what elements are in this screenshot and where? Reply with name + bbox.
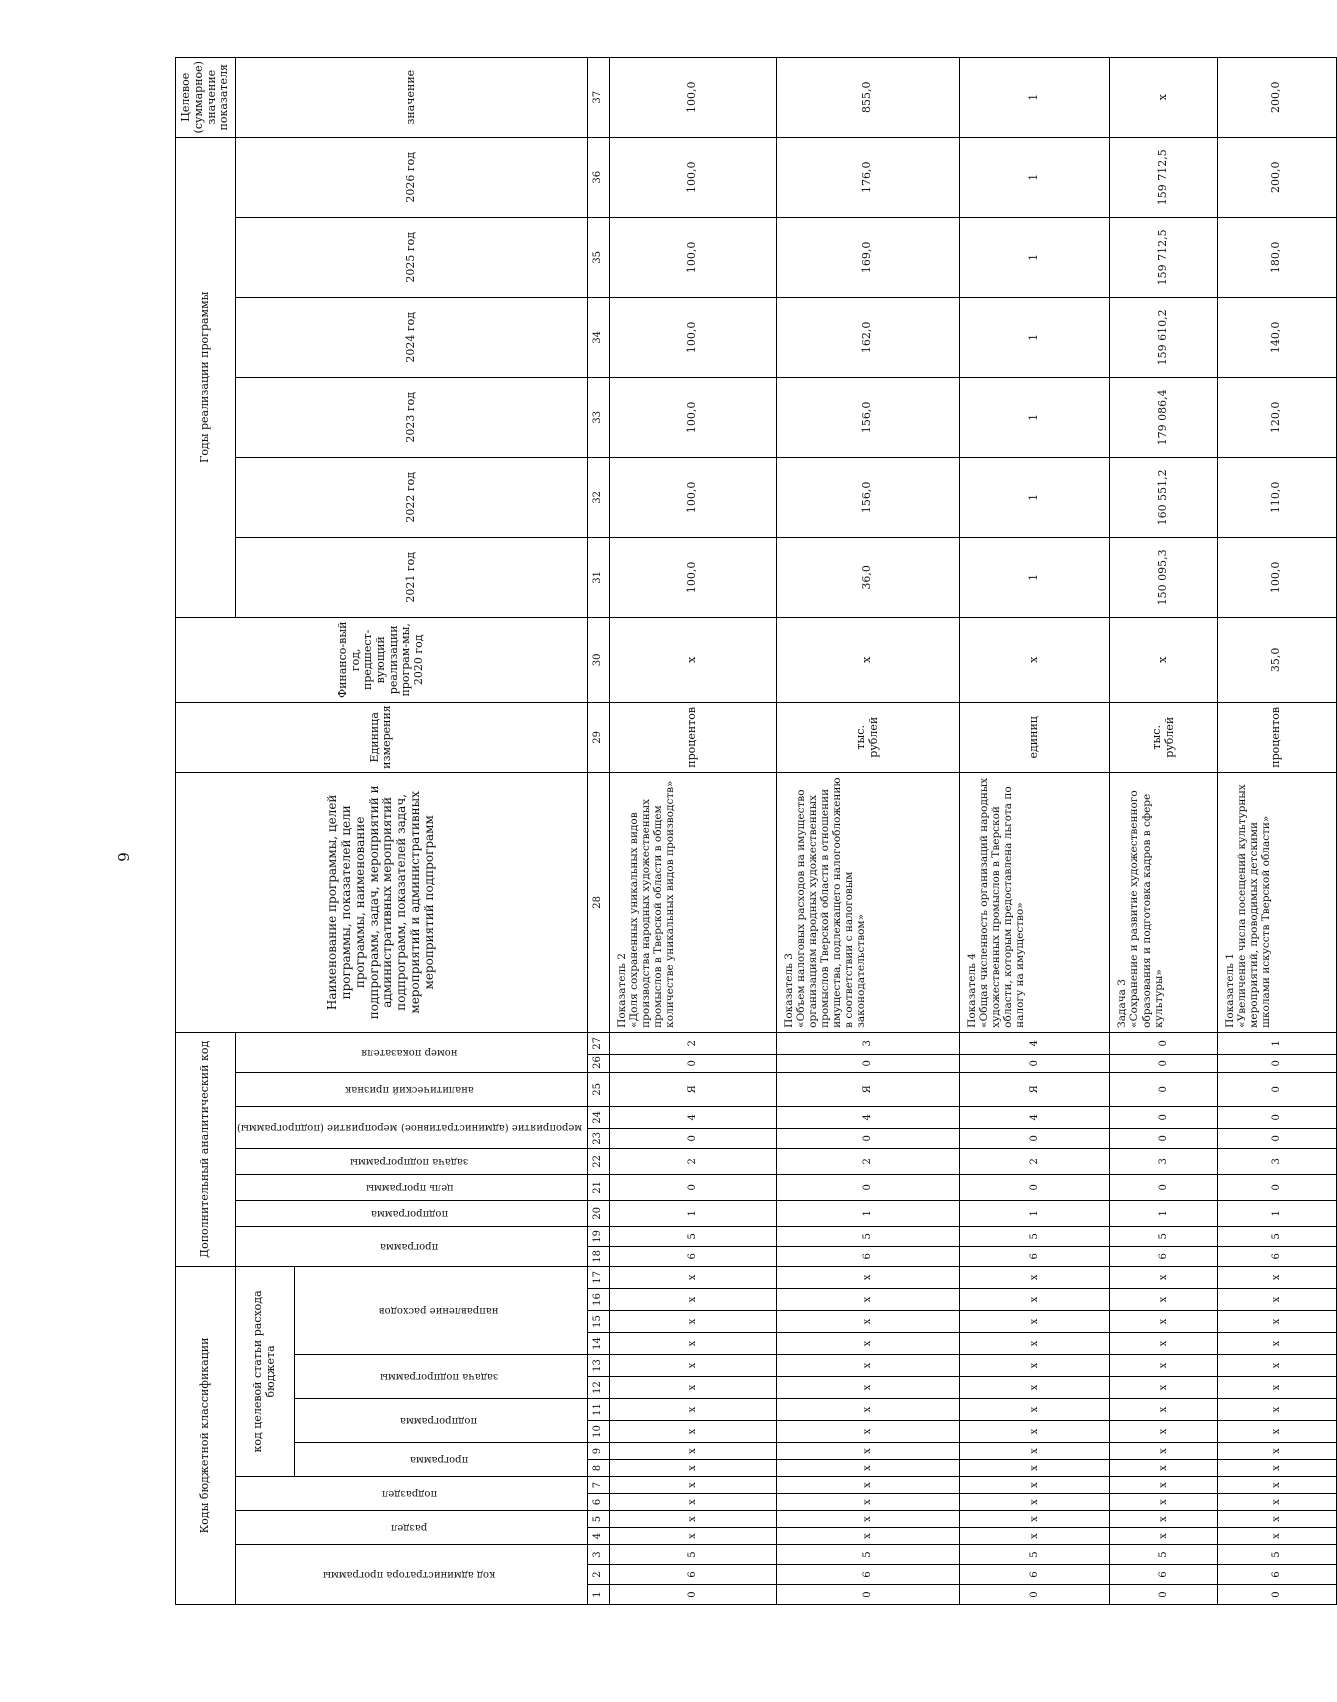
code-cell: x xyxy=(1218,1377,1336,1399)
code-cell: x xyxy=(609,1311,776,1333)
code-cell: 0 xyxy=(1218,1128,1336,1148)
code-cell: x xyxy=(959,1460,1110,1477)
code-cell: x xyxy=(776,1421,959,1443)
code-cell: x xyxy=(776,1399,959,1421)
code-cell: x xyxy=(1110,1511,1218,1528)
year-value-cell: 1 xyxy=(959,457,1110,537)
code-cell: x xyxy=(776,1443,959,1460)
column-number: 24 xyxy=(587,1106,609,1128)
column-number: 2 xyxy=(587,1565,609,1585)
year-value-cell: 140,0 xyxy=(1218,297,1336,377)
year-value-cell: 179 086,4 xyxy=(1110,377,1218,457)
year-value-cell: 1 xyxy=(959,297,1110,377)
fin-year-cell: x xyxy=(959,617,1110,702)
header-a-zadacha: задача подпрограммы xyxy=(236,1148,588,1174)
code-cell: x xyxy=(1218,1443,1336,1460)
code-cell: 6 xyxy=(959,1565,1110,1585)
target-value-cell: 855,0 xyxy=(776,57,959,137)
year-value-cell: 159 712,5 xyxy=(1110,137,1218,217)
code-cell: x xyxy=(776,1477,959,1494)
fin-year-cell: x xyxy=(776,617,959,702)
unit-cell: единиц xyxy=(959,702,1110,772)
code-cell: x xyxy=(959,1399,1110,1421)
code-cell: 0 xyxy=(776,1128,959,1148)
column-number: 34 xyxy=(587,297,609,377)
code-cell: x xyxy=(1218,1333,1336,1355)
header-fin-year: Финансо-вый год, предшест-вующий реализации програм-мы, 2020 год xyxy=(176,617,588,702)
header-a-programma: программа xyxy=(236,1226,588,1266)
code-cell: x xyxy=(1218,1494,1336,1511)
code-cell: x xyxy=(1110,1311,1218,1333)
unit-cell: процентов xyxy=(1218,702,1336,772)
code-cell: 0 xyxy=(1110,1032,1218,1054)
year-value-cell: 1 xyxy=(959,217,1110,297)
page-number: 6 xyxy=(113,852,132,862)
code-cell: 4 xyxy=(776,1106,959,1128)
code-cell: x xyxy=(1218,1460,1336,1477)
code-cell: x xyxy=(1110,1528,1218,1545)
column-number: 14 xyxy=(587,1333,609,1355)
column-number: 3 xyxy=(587,1545,609,1565)
table-row xyxy=(1110,57,1218,1604)
code-cell: 0 xyxy=(1110,1106,1218,1128)
column-number: 33 xyxy=(587,377,609,457)
code-cell: 5 xyxy=(1218,1545,1336,1565)
code-cell: 6 xyxy=(609,1565,776,1585)
code-cell: 5 xyxy=(609,1545,776,1565)
code-cell: x xyxy=(1110,1333,1218,1355)
code-cell: 0 xyxy=(1110,1054,1218,1072)
column-number: 28 xyxy=(587,772,609,1032)
code-cell: x xyxy=(776,1266,959,1288)
code-cell: 0 xyxy=(1110,1585,1218,1605)
header-podrazdel: подраздел xyxy=(236,1477,588,1511)
column-number: 10 xyxy=(587,1421,609,1443)
code-cell: x xyxy=(1218,1399,1336,1421)
code-cell: 6 xyxy=(1110,1565,1218,1585)
column-number: 12 xyxy=(587,1377,609,1399)
header-y2022: 2022 год xyxy=(236,457,588,537)
table-row xyxy=(1218,57,1336,1604)
unit-cell: тыс. рублей xyxy=(776,702,959,772)
column-number: 18 xyxy=(587,1246,609,1266)
code-cell: 6 xyxy=(776,1565,959,1585)
column-number: 36 xyxy=(587,137,609,217)
fin-year-cell: 35,0 xyxy=(1218,617,1336,702)
code-cell: x xyxy=(1218,1355,1336,1377)
code-cell: 0 xyxy=(776,1054,959,1072)
year-value-cell: 159 712,5 xyxy=(1110,217,1218,297)
code-cell: 4 xyxy=(609,1106,776,1128)
code-cell: x xyxy=(776,1333,959,1355)
year-value-cell: 120,0 xyxy=(1218,377,1336,457)
column-number: 35 xyxy=(587,217,609,297)
fin-year-cell: x xyxy=(1110,617,1218,702)
header-y2023: 2023 год xyxy=(236,377,588,457)
code-cell: 0 xyxy=(1218,1106,1336,1128)
code-cell: 6 xyxy=(1110,1246,1218,1266)
code-cell: 0 xyxy=(609,1174,776,1200)
year-value-cell: 169,0 xyxy=(776,217,959,297)
indicator-name: Показатель 1 «Увеличение числа посещений культурных мероприятий, проводимых детскими школами искусств Тверской области» xyxy=(1218,772,1336,1032)
code-cell: x xyxy=(959,1494,1110,1511)
unit-cell: процентов xyxy=(609,702,776,772)
year-value-cell: 100,0 xyxy=(609,137,776,217)
code-cell: x xyxy=(776,1311,959,1333)
table-row xyxy=(959,57,1110,1604)
year-value-cell: 180,0 xyxy=(1218,217,1336,297)
column-number: 22 xyxy=(587,1148,609,1174)
header-a-podprogramma: подпрограмма xyxy=(236,1200,588,1226)
target-value-cell: 1 xyxy=(959,57,1110,137)
code-cell: 0 xyxy=(959,1128,1110,1148)
code-cell: 1 xyxy=(1218,1200,1336,1226)
code-cell: 2 xyxy=(959,1148,1110,1174)
code-cell: 3 xyxy=(776,1032,959,1054)
code-cell: x xyxy=(609,1443,776,1460)
code-cell: 5 xyxy=(609,1226,776,1246)
code-cell: Я xyxy=(959,1072,1110,1106)
year-value-cell: 100,0 xyxy=(609,377,776,457)
year-value-cell: 100,0 xyxy=(609,537,776,617)
code-cell: x xyxy=(959,1311,1110,1333)
code-cell: x xyxy=(1110,1494,1218,1511)
code-cell: 6 xyxy=(1218,1246,1336,1266)
column-number: 1 xyxy=(587,1585,609,1605)
code-cell: 5 xyxy=(1218,1226,1336,1246)
code-cell: 1 xyxy=(1110,1200,1218,1226)
target-value-cell: x xyxy=(1110,57,1218,137)
code-cell: x xyxy=(776,1511,959,1528)
program-indicators-table xyxy=(175,57,1337,1605)
header-years-group: Годы реализации программы xyxy=(176,137,236,617)
year-value-cell: 100,0 xyxy=(609,217,776,297)
code-cell: x xyxy=(1110,1460,1218,1477)
header-a-priznak: аналитический признак xyxy=(236,1072,588,1106)
code-cell: x xyxy=(959,1477,1110,1494)
code-cell: x xyxy=(1218,1511,1336,1528)
column-number-row xyxy=(587,57,609,1604)
year-value-cell: 159 610,2 xyxy=(1110,297,1218,377)
code-cell: x xyxy=(1110,1421,1218,1443)
code-cell: 0 xyxy=(609,1128,776,1148)
code-cell: 2 xyxy=(776,1148,959,1174)
code-cell: x xyxy=(1218,1477,1336,1494)
column-number: 7 xyxy=(587,1477,609,1494)
header-budget-codes: Коды бюджетной классификации xyxy=(176,1266,236,1604)
column-number: 21 xyxy=(587,1174,609,1200)
target-value-cell: 200,0 xyxy=(1218,57,1336,137)
code-cell: x xyxy=(959,1266,1110,1288)
header-podprogramma: подпрограмма xyxy=(294,1399,587,1443)
year-value-cell: 156,0 xyxy=(776,377,959,457)
column-number: 26 xyxy=(587,1054,609,1072)
column-number: 32 xyxy=(587,457,609,537)
table-body xyxy=(609,57,1336,1604)
code-cell: x xyxy=(1218,1266,1336,1288)
indicator-name: Показатель 3 «Объем налоговых расходов на имущество организациям народных художественных промыслов Тверской области в отношении имущества, подлежащего налогообложению в соответствии с налоговым законодательством» xyxy=(776,772,959,1032)
header-razdel: раздел xyxy=(236,1511,588,1545)
code-cell: 0 xyxy=(1218,1072,1336,1106)
header-napravlenie: направление расходов xyxy=(294,1266,587,1354)
code-cell: x xyxy=(609,1266,776,1288)
header-y2025: 2025 год xyxy=(236,217,588,297)
header-unit: Единица измерения xyxy=(176,702,588,772)
header-a-nomer: номер показателя xyxy=(236,1032,588,1072)
code-cell: x xyxy=(776,1528,959,1545)
code-cell: Я xyxy=(609,1072,776,1106)
code-cell: 0 xyxy=(959,1054,1110,1072)
code-cell: 6 xyxy=(959,1246,1110,1266)
header-target-code: код целевой статьи расхода бюджета xyxy=(236,1266,295,1476)
column-number: 37 xyxy=(587,57,609,137)
indicator-name: Задача 3 «Сохранение и развитие художественного образования и подготовка кадров в сфере культуры» xyxy=(1110,772,1218,1032)
unit-cell: тыс. рублей xyxy=(1110,702,1218,772)
code-cell: x xyxy=(1218,1528,1336,1545)
code-cell: 0 xyxy=(776,1585,959,1605)
column-number: 8 xyxy=(587,1460,609,1477)
code-cell: 6 xyxy=(776,1246,959,1266)
year-value-cell: 1 xyxy=(959,537,1110,617)
code-cell: x xyxy=(959,1511,1110,1528)
code-cell: 1 xyxy=(776,1200,959,1226)
header-target-value: значение xyxy=(236,57,588,137)
code-cell: x xyxy=(776,1494,959,1511)
code-cell: 5 xyxy=(959,1545,1110,1565)
code-cell: x xyxy=(1110,1377,1218,1399)
year-value-cell: 156,0 xyxy=(776,457,959,537)
code-cell: x xyxy=(959,1289,1110,1311)
code-cell: x xyxy=(776,1377,959,1399)
code-cell: 1 xyxy=(1218,1032,1336,1054)
indicator-name: Показатель 4 «Общая численность организаций народных художественных промыслов в Тверской области, которым предоставлена льгота по налогу на имущество» xyxy=(959,772,1110,1032)
header-programma: программа xyxy=(294,1443,587,1477)
code-cell: x xyxy=(1218,1421,1336,1443)
year-value-cell: 100,0 xyxy=(1218,537,1336,617)
code-cell: x xyxy=(609,1511,776,1528)
year-value-cell: 150 095,3 xyxy=(1110,537,1218,617)
code-cell: 3 xyxy=(1218,1148,1336,1174)
code-cell: x xyxy=(1110,1399,1218,1421)
code-cell: 5 xyxy=(776,1226,959,1246)
year-value-cell: 100,0 xyxy=(609,457,776,537)
code-cell: x xyxy=(609,1460,776,1477)
code-cell: x xyxy=(959,1355,1110,1377)
code-cell: 5 xyxy=(959,1226,1110,1246)
code-cell: x xyxy=(609,1494,776,1511)
header-extra-code: Дополнительный аналитический код xyxy=(176,1032,236,1266)
year-value-cell: 36,0 xyxy=(776,537,959,617)
code-cell: x xyxy=(959,1333,1110,1355)
year-value-cell: 1 xyxy=(959,137,1110,217)
indicator-name: Показатель 2 «Доля сохраненных уникальных видов производства народных художественных промыслов в Тверской области в общем количестве уникальных видов производств» xyxy=(609,772,776,1032)
code-cell: 5 xyxy=(1110,1226,1218,1246)
code-cell: x xyxy=(1110,1443,1218,1460)
code-cell: 5 xyxy=(1110,1545,1218,1565)
header-a-meropriyatie: мероприятие (подпрограммы) мероприятие (административное) xyxy=(236,1106,588,1148)
code-cell: x xyxy=(609,1333,776,1355)
year-value-cell: 110,0 xyxy=(1218,457,1336,537)
column-number: 15 xyxy=(587,1311,609,1333)
target-value-cell: 100,0 xyxy=(609,57,776,137)
code-cell: x xyxy=(1110,1355,1218,1377)
column-number: 30 xyxy=(587,617,609,702)
rotated-table-container xyxy=(175,61,1283,1605)
code-cell: x xyxy=(609,1289,776,1311)
column-number: 29 xyxy=(587,702,609,772)
code-cell: 2 xyxy=(609,1148,776,1174)
code-cell: 6 xyxy=(609,1246,776,1266)
header-a-cel: цель программы xyxy=(236,1174,588,1200)
table-row xyxy=(776,57,959,1604)
code-cell: x xyxy=(959,1443,1110,1460)
code-cell: x xyxy=(776,1460,959,1477)
column-number: 17 xyxy=(587,1266,609,1288)
code-cell: 2 xyxy=(609,1032,776,1054)
code-cell: 0 xyxy=(609,1585,776,1605)
header-name: Наименование программы, целей программы, показателей цели программы, наименование подпрограмм, задач, мероприятий и административных мероприятий подпрограмм, показателей задач, мероприятий и административных мероприятий подпрограмм xyxy=(176,772,588,1032)
code-cell: x xyxy=(609,1355,776,1377)
code-cell: x xyxy=(609,1477,776,1494)
column-number: 9 xyxy=(587,1443,609,1460)
code-cell: 0 xyxy=(1110,1128,1218,1148)
code-cell: x xyxy=(1110,1266,1218,1288)
code-cell: 1 xyxy=(959,1200,1110,1226)
column-number: 27 xyxy=(587,1032,609,1054)
code-cell: x xyxy=(1110,1477,1218,1494)
year-value-cell: 200,0 xyxy=(1218,137,1336,217)
code-cell: 0 xyxy=(1218,1054,1336,1072)
code-cell: 1 xyxy=(609,1200,776,1226)
header-y2026: 2026 год xyxy=(236,137,588,217)
code-cell: x xyxy=(776,1289,959,1311)
column-number: 23 xyxy=(587,1128,609,1148)
code-cell: x xyxy=(959,1377,1110,1399)
code-cell: x xyxy=(609,1421,776,1443)
column-number: 19 xyxy=(587,1226,609,1246)
column-number: 31 xyxy=(587,537,609,617)
header-y2024: 2024 год xyxy=(236,297,588,377)
year-value-cell: 1 xyxy=(959,377,1110,457)
code-cell: Я xyxy=(776,1072,959,1106)
header-target: Целевое (суммарное) значение показателя xyxy=(176,57,236,137)
code-cell: 6 xyxy=(1218,1565,1336,1585)
column-number: 13 xyxy=(587,1355,609,1377)
code-cell: 0 xyxy=(1110,1174,1218,1200)
code-cell: x xyxy=(1110,1289,1218,1311)
code-cell: x xyxy=(609,1377,776,1399)
code-cell: 0 xyxy=(609,1054,776,1072)
column-number: 5 xyxy=(587,1511,609,1528)
code-cell: x xyxy=(776,1355,959,1377)
code-cell: 0 xyxy=(1218,1585,1336,1605)
code-cell: x xyxy=(959,1421,1110,1443)
code-cell: x xyxy=(959,1528,1110,1545)
code-cell: 4 xyxy=(959,1032,1110,1054)
year-value-cell: 100,0 xyxy=(609,297,776,377)
code-cell: 0 xyxy=(776,1174,959,1200)
column-number: 6 xyxy=(587,1494,609,1511)
code-cell: 0 xyxy=(959,1585,1110,1605)
column-number: 4 xyxy=(587,1528,609,1545)
year-value-cell: 176,0 xyxy=(776,137,959,217)
year-value-cell: 162,0 xyxy=(776,297,959,377)
column-number: 11 xyxy=(587,1399,609,1421)
table-row xyxy=(609,57,776,1604)
code-cell: 4 xyxy=(959,1106,1110,1128)
code-cell: x xyxy=(609,1528,776,1545)
fin-year-cell: x xyxy=(609,617,776,702)
code-cell: 3 xyxy=(1110,1148,1218,1174)
code-cell: 5 xyxy=(776,1545,959,1565)
header-y2021: 2021 год xyxy=(236,537,588,617)
column-number: 25 xyxy=(587,1072,609,1106)
code-cell: x xyxy=(1218,1289,1336,1311)
code-cell: 0 xyxy=(1110,1072,1218,1106)
year-value-cell: 160 551,2 xyxy=(1110,457,1218,537)
code-cell: 0 xyxy=(1218,1174,1336,1200)
code-cell: x xyxy=(609,1399,776,1421)
header-admin-code: код администратора программы xyxy=(236,1545,588,1605)
header-zadacha-podprogrammy: задача подпрограммы xyxy=(294,1355,587,1399)
column-number: 20 xyxy=(587,1200,609,1226)
column-number: 16 xyxy=(587,1289,609,1311)
code-cell: 0 xyxy=(959,1174,1110,1200)
code-cell: x xyxy=(1218,1311,1336,1333)
